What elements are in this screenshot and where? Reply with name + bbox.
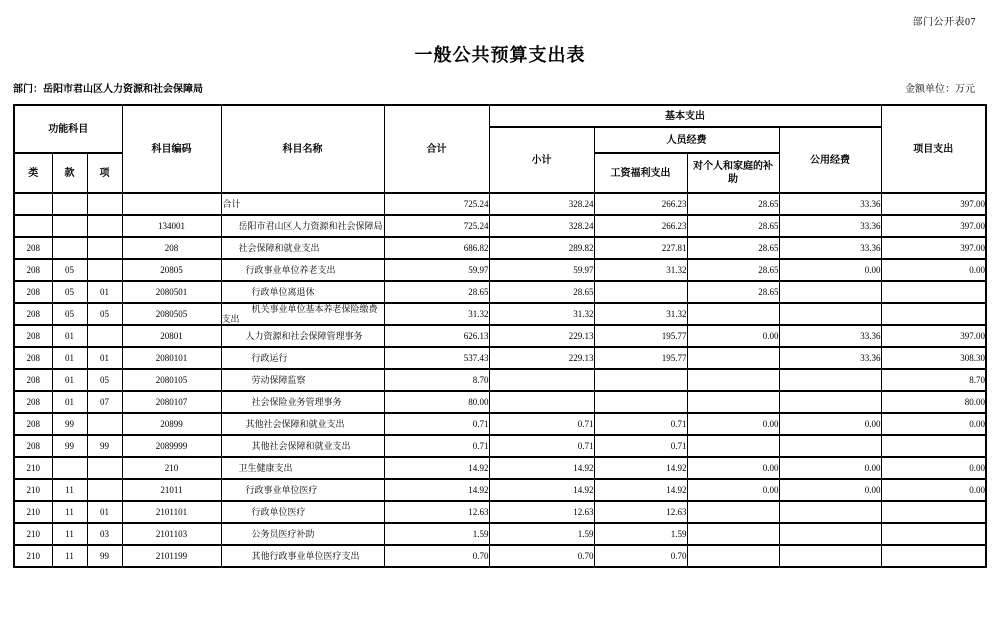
cell-salary-welfare: 266.23 bbox=[594, 215, 687, 237]
cell-subject-code: 2080105 bbox=[122, 369, 221, 391]
cell-individual-family-subsidy bbox=[687, 435, 779, 457]
cell-category: 208 bbox=[14, 391, 52, 413]
cell-individual-family-subsidy: 28.65 bbox=[687, 237, 779, 259]
header-personnel-funds: 人员经费 bbox=[594, 127, 779, 153]
cell-subject-name: 机关事业单位基本养老保险缴费支出 bbox=[221, 303, 384, 325]
table-body bbox=[14, 193, 986, 567]
cell-item bbox=[87, 215, 122, 237]
table-row bbox=[14, 215, 986, 237]
cell-subject-name: 行政单位医疗 bbox=[221, 501, 384, 523]
table-row bbox=[14, 347, 986, 369]
cell-subject-name: 行政事业单位医疗 bbox=[221, 479, 384, 501]
cell-total: 0.71 bbox=[384, 435, 489, 457]
cell-salary-welfare: 14.92 bbox=[594, 479, 687, 501]
cell-subtotal: 0.71 bbox=[489, 435, 594, 457]
cell-category: 208 bbox=[14, 259, 52, 281]
cell-category bbox=[14, 215, 52, 237]
cell-item bbox=[87, 259, 122, 281]
cell-subject-code: 21011 bbox=[122, 479, 221, 501]
cell-section: 05 bbox=[52, 303, 87, 325]
cell-public-funds bbox=[779, 281, 881, 303]
cell-subtotal: 59.97 bbox=[489, 259, 594, 281]
cell-individual-family-subsidy bbox=[687, 523, 779, 545]
header-functional-subject: 功能科目 bbox=[14, 105, 122, 153]
cell-total: 31.32 bbox=[384, 303, 489, 325]
cell-project-expenditure bbox=[881, 501, 986, 523]
cell-subtotal: 12.63 bbox=[489, 501, 594, 523]
cell-item: 99 bbox=[87, 545, 122, 567]
table-row bbox=[14, 325, 986, 347]
cell-section bbox=[52, 193, 87, 215]
cell-public-funds: 33.36 bbox=[779, 215, 881, 237]
cell-total: 626.13 bbox=[384, 325, 489, 347]
table-row bbox=[14, 523, 986, 545]
cell-public-funds: 33.36 bbox=[779, 325, 881, 347]
cell-individual-family-subsidy: 0.00 bbox=[687, 325, 779, 347]
cell-category bbox=[14, 193, 52, 215]
cell-subject-code: 2080107 bbox=[122, 391, 221, 413]
cell-category: 208 bbox=[14, 413, 52, 435]
cell-public-funds: 0.00 bbox=[779, 479, 881, 501]
cell-section: 05 bbox=[52, 259, 87, 281]
table-row bbox=[14, 479, 986, 501]
cell-item: 07 bbox=[87, 391, 122, 413]
cell-category: 208 bbox=[14, 347, 52, 369]
header-item: 项 bbox=[87, 153, 122, 193]
cell-subject-name: 合计 bbox=[221, 193, 384, 215]
cell-section: 11 bbox=[52, 501, 87, 523]
cell-item: 01 bbox=[87, 347, 122, 369]
cell-section: 99 bbox=[52, 413, 87, 435]
cell-section bbox=[52, 215, 87, 237]
meta-row bbox=[13, 80, 975, 95]
cell-item bbox=[87, 325, 122, 347]
cell-project-expenditure bbox=[881, 545, 986, 567]
table-row bbox=[14, 259, 986, 281]
cell-section: 11 bbox=[52, 545, 87, 567]
cell-subtotal: 289.82 bbox=[489, 237, 594, 259]
cell-category: 208 bbox=[14, 237, 52, 259]
table-row bbox=[14, 281, 986, 303]
cell-project-expenditure: 0.00 bbox=[881, 413, 986, 435]
cell-subject-code: 2101103 bbox=[122, 523, 221, 545]
cell-individual-family-subsidy: 0.00 bbox=[687, 457, 779, 479]
cell-total: 14.92 bbox=[384, 457, 489, 479]
cell-salary-welfare: 0.71 bbox=[594, 435, 687, 457]
cell-subtotal: 0.71 bbox=[489, 413, 594, 435]
cell-subject-code: 134001 bbox=[122, 215, 221, 237]
cell-subject-code: 2101199 bbox=[122, 545, 221, 567]
cell-project-expenditure: 397.00 bbox=[881, 325, 986, 347]
header-subject-code: 科目编码 bbox=[122, 105, 221, 193]
cell-subject-code: 208 bbox=[122, 237, 221, 259]
cell-item bbox=[87, 413, 122, 435]
cell-section: 01 bbox=[52, 325, 87, 347]
cell-salary-welfare: 0.71 bbox=[594, 413, 687, 435]
cell-public-funds bbox=[779, 501, 881, 523]
cell-item: 05 bbox=[87, 369, 122, 391]
cell-individual-family-subsidy: 28.65 bbox=[687, 281, 779, 303]
cell-total: 1.59 bbox=[384, 523, 489, 545]
cell-project-expenditure: 308.30 bbox=[881, 347, 986, 369]
cell-individual-family-subsidy bbox=[687, 369, 779, 391]
cell-total: 725.24 bbox=[384, 215, 489, 237]
table-row bbox=[14, 435, 986, 457]
cell-individual-family-subsidy bbox=[687, 545, 779, 567]
cell-salary-welfare: 227.81 bbox=[594, 237, 687, 259]
cell-individual-family-subsidy bbox=[687, 391, 779, 413]
cell-total: 686.82 bbox=[384, 237, 489, 259]
cell-subject-code bbox=[122, 193, 221, 215]
cell-salary-welfare: 12.63 bbox=[594, 501, 687, 523]
cell-section bbox=[52, 457, 87, 479]
cell-subject-name: 行政单位离退休 bbox=[221, 281, 384, 303]
cell-project-expenditure: 80.00 bbox=[881, 391, 986, 413]
cell-subject-code: 2089999 bbox=[122, 435, 221, 457]
table-row bbox=[14, 457, 986, 479]
cell-salary-welfare: 31.32 bbox=[594, 259, 687, 281]
header-public-funds: 公用经费 bbox=[779, 127, 881, 193]
cell-section: 01 bbox=[52, 391, 87, 413]
cell-subject-name: 社会保障和就业支出 bbox=[221, 237, 384, 259]
cell-subtotal: 328.24 bbox=[489, 193, 594, 215]
cell-salary-welfare bbox=[594, 391, 687, 413]
cell-public-funds: 33.36 bbox=[779, 237, 881, 259]
cell-total: 725.24 bbox=[384, 193, 489, 215]
cell-subject-name: 其他社会保障和就业支出 bbox=[221, 435, 384, 457]
cell-category: 208 bbox=[14, 325, 52, 347]
cell-total: 0.71 bbox=[384, 413, 489, 435]
cell-subject-code: 20801 bbox=[122, 325, 221, 347]
cell-section bbox=[52, 237, 87, 259]
cell-public-funds bbox=[779, 369, 881, 391]
header-category: 类 bbox=[14, 153, 52, 193]
cell-individual-family-subsidy: 0.00 bbox=[687, 413, 779, 435]
cell-project-expenditure: 397.00 bbox=[881, 215, 986, 237]
cell-salary-welfare: 266.23 bbox=[594, 193, 687, 215]
table-header bbox=[14, 105, 986, 193]
cell-subject-code: 20899 bbox=[122, 413, 221, 435]
cell-category: 210 bbox=[14, 479, 52, 501]
cell-project-expenditure bbox=[881, 435, 986, 457]
cell-category: 210 bbox=[14, 545, 52, 567]
cell-category: 208 bbox=[14, 369, 52, 391]
cell-section: 99 bbox=[52, 435, 87, 457]
cell-subject-name: 公务员医疗补助 bbox=[221, 523, 384, 545]
cell-subject-name: 行政运行 bbox=[221, 347, 384, 369]
cell-individual-family-subsidy bbox=[687, 303, 779, 325]
cell-public-funds bbox=[779, 545, 881, 567]
cell-subject-name: 社会保险业务管理事务 bbox=[221, 391, 384, 413]
table-row bbox=[14, 391, 986, 413]
header-total: 合计 bbox=[384, 105, 489, 193]
cell-category: 208 bbox=[14, 435, 52, 457]
cell-item bbox=[87, 479, 122, 501]
header-project-expenditure: 项目支出 bbox=[881, 105, 986, 193]
cell-subject-name: 劳动保障监察 bbox=[221, 369, 384, 391]
cell-category: 208 bbox=[14, 281, 52, 303]
cell-subtotal: 1.59 bbox=[489, 523, 594, 545]
cell-total: 12.63 bbox=[384, 501, 489, 523]
cell-public-funds bbox=[779, 391, 881, 413]
cell-subject-code: 2080501 bbox=[122, 281, 221, 303]
cell-project-expenditure bbox=[881, 523, 986, 545]
cell-subject-code: 210 bbox=[122, 457, 221, 479]
cell-subtotal: 31.32 bbox=[489, 303, 594, 325]
table-row bbox=[14, 303, 986, 325]
header-subtotal: 小计 bbox=[489, 127, 594, 193]
table-row bbox=[14, 193, 986, 215]
cell-subtotal: 14.92 bbox=[489, 479, 594, 501]
form-number-label: 部门公开表07 bbox=[912, 17, 976, 28]
amount-unit-label: 金额单位：万元 bbox=[905, 84, 975, 95]
budget-table bbox=[13, 104, 987, 568]
cell-section: 01 bbox=[52, 369, 87, 391]
cell-category: 210 bbox=[14, 523, 52, 545]
cell-project-expenditure bbox=[881, 281, 986, 303]
cell-individual-family-subsidy: 28.65 bbox=[687, 259, 779, 281]
cell-public-funds: 33.36 bbox=[779, 193, 881, 215]
cell-salary-welfare bbox=[594, 369, 687, 391]
cell-subtotal: 0.70 bbox=[489, 545, 594, 567]
header-basic-expenditure: 基本支出 bbox=[489, 105, 881, 127]
cell-item: 99 bbox=[87, 435, 122, 457]
cell-subtotal: 14.92 bbox=[489, 457, 594, 479]
cell-public-funds: 0.00 bbox=[779, 457, 881, 479]
header-individual-family-subsidy: 对个人和家庭的补助 bbox=[687, 153, 779, 193]
cell-subject-code: 2080101 bbox=[122, 347, 221, 369]
cell-subject-name: 其他社会保障和就业支出 bbox=[221, 413, 384, 435]
cell-total: 537.43 bbox=[384, 347, 489, 369]
cell-section: 05 bbox=[52, 281, 87, 303]
table-row bbox=[14, 545, 986, 567]
cell-section: 11 bbox=[52, 479, 87, 501]
cell-total: 80.00 bbox=[384, 391, 489, 413]
cell-subject-code: 20805 bbox=[122, 259, 221, 281]
cell-subject-code: 2080505 bbox=[122, 303, 221, 325]
cell-public-funds: 0.00 bbox=[779, 259, 881, 281]
department-label: 部门：岳阳市君山区人力资源和社会保障局 bbox=[13, 84, 203, 95]
cell-subject-name: 岳阳市君山区人力资源和社会保障局 bbox=[221, 215, 384, 237]
cell-subject-name: 人力资源和社会保障管理事务 bbox=[221, 325, 384, 347]
cell-total: 8.70 bbox=[384, 369, 489, 391]
cell-salary-welfare: 0.70 bbox=[594, 545, 687, 567]
cell-total: 28.65 bbox=[384, 281, 489, 303]
table-row bbox=[14, 237, 986, 259]
cell-salary-welfare: 195.77 bbox=[594, 325, 687, 347]
cell-public-funds bbox=[779, 435, 881, 457]
table-row bbox=[14, 413, 986, 435]
cell-item bbox=[87, 237, 122, 259]
cell-public-funds: 33.36 bbox=[779, 347, 881, 369]
cell-item bbox=[87, 457, 122, 479]
cell-individual-family-subsidy bbox=[687, 347, 779, 369]
cell-project-expenditure: 397.00 bbox=[881, 237, 986, 259]
cell-project-expenditure: 8.70 bbox=[881, 369, 986, 391]
cell-subtotal: 229.13 bbox=[489, 325, 594, 347]
cell-individual-family-subsidy: 28.65 bbox=[687, 193, 779, 215]
cell-subject-name: 行政事业单位养老支出 bbox=[221, 259, 384, 281]
cell-category: 208 bbox=[14, 303, 52, 325]
cell-project-expenditure bbox=[881, 303, 986, 325]
page-title: 一般公共预算支出表 bbox=[414, 45, 586, 65]
cell-subject-code: 2101101 bbox=[122, 501, 221, 523]
cell-item bbox=[87, 193, 122, 215]
cell-item: 05 bbox=[87, 303, 122, 325]
cell-subject-name: 其他行政事业单位医疗支出 bbox=[221, 545, 384, 567]
cell-public-funds bbox=[779, 303, 881, 325]
cell-subtotal bbox=[489, 391, 594, 413]
cell-item: 01 bbox=[87, 501, 122, 523]
cell-subtotal: 28.65 bbox=[489, 281, 594, 303]
cell-salary-welfare: 31.32 bbox=[594, 303, 687, 325]
cell-total: 59.97 bbox=[384, 259, 489, 281]
table-row bbox=[14, 369, 986, 391]
cell-subtotal bbox=[489, 369, 594, 391]
cell-category: 210 bbox=[14, 457, 52, 479]
cell-individual-family-subsidy: 0.00 bbox=[687, 479, 779, 501]
cell-public-funds: 0.00 bbox=[779, 413, 881, 435]
header-section: 款 bbox=[52, 153, 87, 193]
cell-total: 0.70 bbox=[384, 545, 489, 567]
header-subject-name: 科目名称 bbox=[221, 105, 384, 193]
cell-item: 01 bbox=[87, 281, 122, 303]
cell-subject-name: 卫生健康支出 bbox=[221, 457, 384, 479]
cell-individual-family-subsidy: 28.65 bbox=[687, 215, 779, 237]
cell-salary-welfare: 1.59 bbox=[594, 523, 687, 545]
cell-subtotal: 328.24 bbox=[489, 215, 594, 237]
cell-project-expenditure: 0.00 bbox=[881, 479, 986, 501]
cell-project-expenditure: 397.00 bbox=[881, 193, 986, 215]
cell-salary-welfare: 14.92 bbox=[594, 457, 687, 479]
cell-individual-family-subsidy bbox=[687, 501, 779, 523]
cell-item: 03 bbox=[87, 523, 122, 545]
cell-category: 210 bbox=[14, 501, 52, 523]
cell-total: 14.92 bbox=[384, 479, 489, 501]
table-row bbox=[14, 501, 986, 523]
header-salary-welfare: 工资福利支出 bbox=[594, 153, 687, 193]
cell-salary-welfare: 195.77 bbox=[594, 347, 687, 369]
cell-project-expenditure: 0.00 bbox=[881, 457, 986, 479]
cell-salary-welfare bbox=[594, 281, 687, 303]
cell-public-funds bbox=[779, 523, 881, 545]
cell-project-expenditure: 0.00 bbox=[881, 259, 986, 281]
cell-section: 11 bbox=[52, 523, 87, 545]
cell-subtotal: 229.13 bbox=[489, 347, 594, 369]
cell-section: 01 bbox=[52, 347, 87, 369]
